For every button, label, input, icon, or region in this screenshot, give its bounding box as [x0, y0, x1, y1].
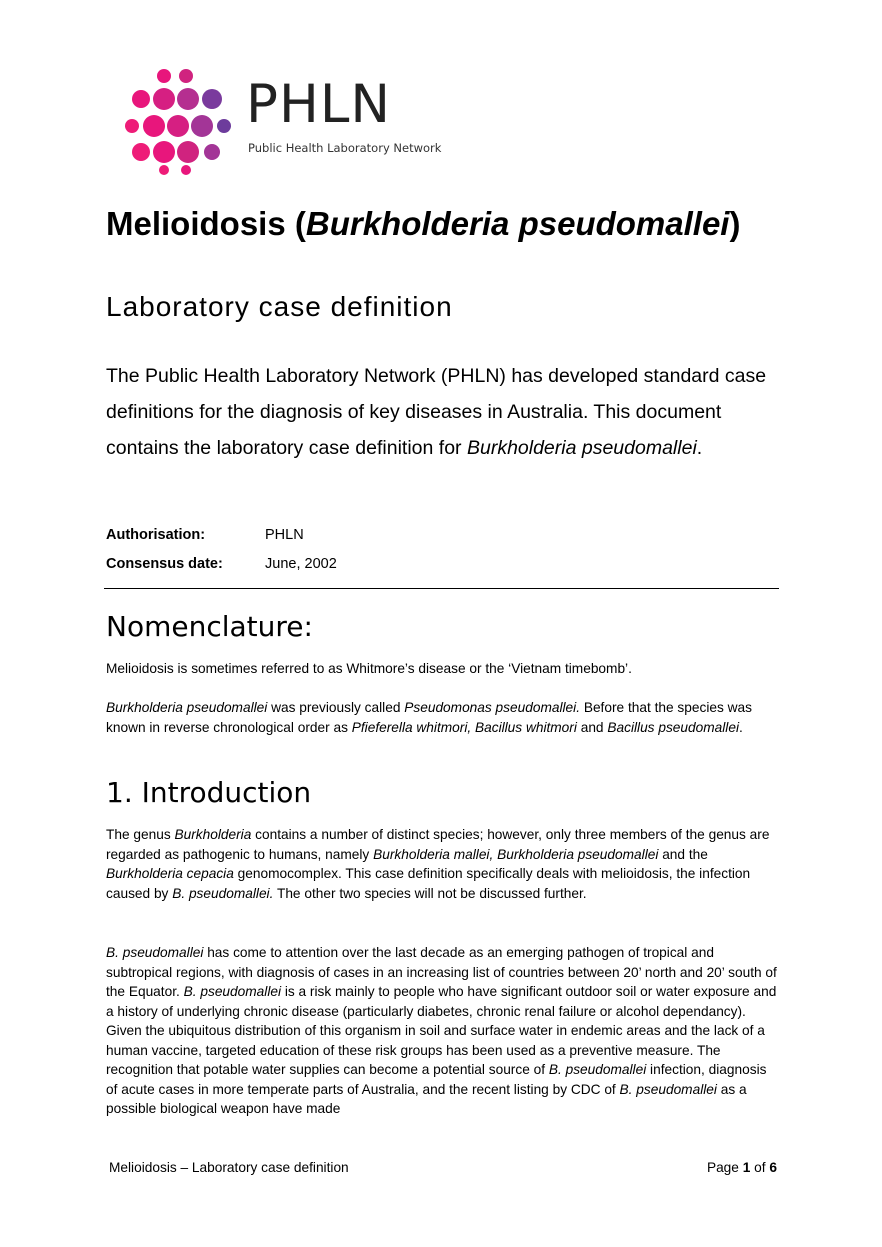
- phln-dots-icon: [124, 68, 234, 176]
- intro2-italic-1: B. pseudomallei: [106, 945, 204, 960]
- nom-italic-4: Bacillus pseudomallei: [607, 719, 739, 735]
- nom-italic-1: Burkholderia pseudomallei: [106, 700, 268, 715]
- footer-title: Melioidosis – Laboratory case definition: [109, 1160, 349, 1175]
- introduction-paragraph-1: [106, 825, 778, 903]
- intro1-text-1: The genus: [106, 827, 175, 842]
- page-total: 6: [769, 1160, 777, 1175]
- intro2-text-3: infection, diagnosis of acute cases in more temperate parts of Australia, and the recent listing by CDC of: [106, 1062, 767, 1097]
- nomenclature-paragraph-1: Melioidosis is sometimes referred to as Whitmore’s disease or the ‘Vietnam timebomb’.: [106, 661, 632, 676]
- logo-name: PHLN: [246, 74, 391, 135]
- intro1-text-4: genomocomplex. This case definition specifically deals with melioidosis, the infection caused by: [106, 866, 751, 901]
- intro2-text-1: has come to attention over the last decade as an emerging pathogen of tropical and subtropical regions, with diagnosis of cases in an increasing list of countries between 20’ north and 20’ south of the Equator.: [106, 945, 777, 999]
- intro-italic: Burkholderia pseudomallei: [466, 437, 697, 459]
- nom-text-4: .: [738, 719, 743, 735]
- intro1-italic-3: Burkholderia cepacia: [106, 866, 234, 881]
- nom-italic-3: Pfieferella whitmori, Bacillus whitmori: [351, 719, 577, 735]
- page-of: of: [750, 1160, 770, 1175]
- intro1-text-5: The other two species will not be discussed further.: [273, 885, 587, 901]
- consensus-label: Consensus date:: [106, 555, 223, 572]
- intro2-italic-3: B. pseudomallei: [548, 1062, 647, 1077]
- intro1-italic-4: B. pseudomallei.: [172, 885, 274, 901]
- nom-text-2: Before that the species was known in reverse chronological order as: [106, 700, 752, 735]
- intro-text: The Public Health Laboratory Network (PHLN) has developed standard case definitions for the diagnosis of key diseases in Australia. This document contains the laboratory case definition for: [106, 365, 767, 459]
- intro1-italic-2: Burkholderia mallei, Burkholderia pseudomallei: [373, 846, 659, 862]
- intro-end: .: [696, 437, 703, 459]
- authorisation-value: PHLN: [265, 526, 304, 543]
- authorisation-row: [106, 520, 606, 549]
- logo-tagline: Public Health Laboratory Network: [248, 141, 442, 155]
- intro1-italic-1: Burkholderia: [174, 827, 252, 842]
- nomenclature-paragraph-2: [106, 698, 778, 737]
- page-current: 1: [742, 1160, 751, 1175]
- page-title: [106, 204, 746, 244]
- title-italic: Burkholderia pseudomallei: [305, 205, 730, 242]
- nomenclature-heading: Nomenclature:: [106, 610, 313, 643]
- consensus-row: [106, 549, 606, 578]
- intro1-text-3: and the: [658, 846, 708, 862]
- page-number: [707, 1160, 777, 1175]
- document-meta: [106, 520, 606, 578]
- phln-logo: [124, 68, 444, 176]
- introduction-heading: 1. Introduction: [106, 776, 312, 809]
- nom-italic-2: Pseudomonas pseudomallei.: [404, 700, 581, 715]
- consensus-value: June, 2002: [265, 555, 337, 572]
- intro2-text-2: is a risk mainly to people who have significant outdoor soil or water exposure and a history of underlying chronic disease (particularly diabetes, chronic renal failure or alcohol dependancy). Given the ubiquitous distribution of this organism in soil and surface water in endemic areas and the lack of a human vaccine, targeted education of these risk groups has been used as a preventive measure. The recognition that potable water supplies can become a potential source of: [106, 984, 777, 1077]
- page-subtitle: Laboratory case definition: [106, 291, 453, 322]
- intro-paragraph: [106, 358, 786, 466]
- page-prefix: Page: [706, 1160, 743, 1175]
- nom-text-3: and: [576, 719, 608, 735]
- title-text: Melioidosis (: [106, 205, 306, 242]
- intro2-italic-4: B. pseudomallei: [619, 1081, 717, 1097]
- nom-text-1: was previously called: [267, 700, 405, 715]
- intro2-italic-2: B. pseudomallei: [183, 984, 282, 999]
- intro2-text-4: as a possible biological weapon have made: [106, 1081, 747, 1116]
- title-text-end: ): [729, 205, 741, 242]
- introduction-paragraph-2: [106, 943, 778, 1119]
- authorisation-label: Authorisation:: [106, 526, 206, 543]
- intro1-text-2: contains a number of distinct species; however, only three members of the genus are regarded as pathogenic to humans, namely: [106, 827, 770, 862]
- divider: [104, 588, 779, 589]
